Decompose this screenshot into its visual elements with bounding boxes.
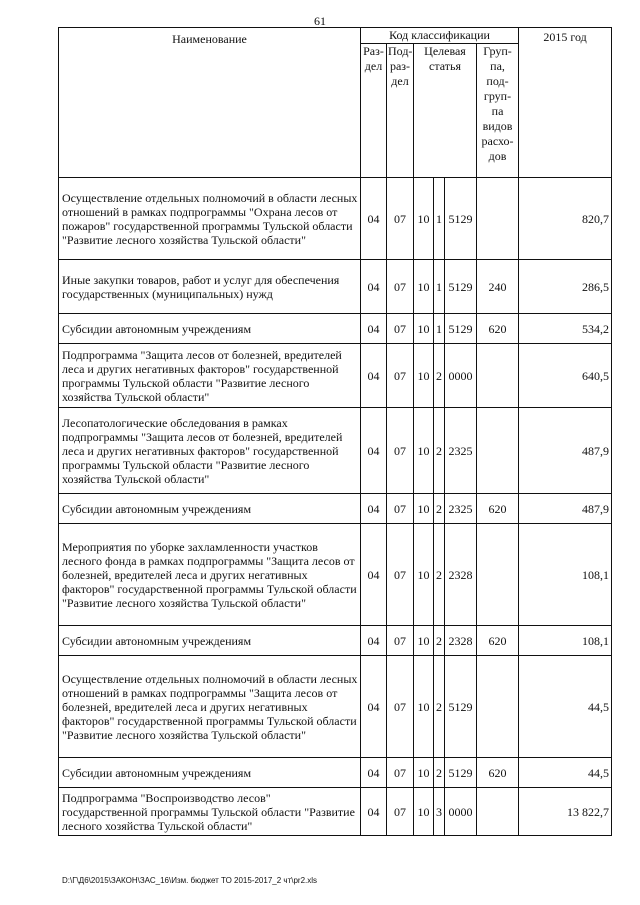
row-target-code: 5129 — [445, 314, 477, 344]
row-target-code: 0000 — [445, 344, 477, 408]
table-row — [59, 788, 612, 836]
row-expense-group — [477, 408, 519, 494]
row-target-program: 10 — [414, 494, 434, 524]
row-name: Иные закупки товаров, работ и услуг для обеспечения государственных (муниципальных) нужд — [59, 260, 361, 314]
row-subsection: 07 — [387, 178, 414, 260]
row-expense-group — [477, 178, 519, 260]
row-name: Осуществление отдельных полномочий в области лесных отношений в рамках подпрограммы "Защита лесов от болезней, вредителей леса и других негативных факторов" государственной программы Тульской области "Развитие лесного хозяйства Тульской области" — [59, 656, 361, 758]
row-section: 04 — [361, 788, 387, 836]
row-amount: 13 822,7 — [519, 788, 612, 836]
table-row — [59, 524, 612, 626]
header-section: Раз- дел — [361, 44, 387, 178]
row-subsection: 07 — [387, 788, 414, 836]
table-row — [59, 178, 612, 260]
header-classification: Код классификации — [361, 28, 519, 44]
page-number: 61 — [314, 14, 326, 28]
row-expense-group — [477, 788, 519, 836]
row-target-program: 10 — [414, 178, 434, 260]
row-target-code: 5129 — [445, 758, 477, 788]
header-expense-group: Груп- па, под- груп- па видов расхо- дов — [477, 44, 519, 178]
row-subsection: 07 — [387, 260, 414, 314]
row-expense-group: 620 — [477, 626, 519, 656]
row-target-subprogram: 1 — [434, 260, 445, 314]
row-target-subprogram: 2 — [434, 494, 445, 524]
row-target-program: 10 — [414, 314, 434, 344]
row-subsection: 07 — [387, 524, 414, 626]
row-name: Мероприятия по уборке захламленности участков лесного фонда в рамках подпрограммы "Защита лесов от болезней, вредителей леса и других негативных факторов" государственной программы Тульской области "Развитие лесного хозяйства Тульской области" — [59, 524, 361, 626]
file-path-footer: D:\Г\Д6\2015\ЗАКОН\ЗАС_16\Изм. бюджет ТО 2015-2017_2 чт\pr2.xls — [62, 876, 318, 885]
row-section: 04 — [361, 494, 387, 524]
table-row — [59, 344, 612, 408]
row-subsection: 07 — [387, 344, 414, 408]
row-section: 04 — [361, 524, 387, 626]
header-target-item: Целевая статья — [414, 44, 477, 178]
row-expense-group — [477, 656, 519, 758]
table-row — [59, 626, 612, 656]
row-target-subprogram: 3 — [434, 788, 445, 836]
row-amount: 640,5 — [519, 344, 612, 408]
row-name: Субсидии автономным учреждениям — [59, 314, 361, 344]
row-target-subprogram: 1 — [434, 178, 445, 260]
row-subsection: 07 — [387, 758, 414, 788]
row-amount: 487,9 — [519, 408, 612, 494]
row-amount: 44,5 — [519, 656, 612, 758]
row-target-code: 5129 — [445, 656, 477, 758]
row-section: 04 — [361, 656, 387, 758]
row-target-program: 10 — [414, 758, 434, 788]
row-section: 04 — [361, 178, 387, 260]
row-expense-group: 620 — [477, 314, 519, 344]
table-row — [59, 758, 612, 788]
row-amount: 286,5 — [519, 260, 612, 314]
row-subsection: 07 — [387, 656, 414, 758]
row-expense-group: 240 — [477, 260, 519, 314]
header-year: 2015 год — [519, 28, 612, 178]
row-target-subprogram: 2 — [434, 758, 445, 788]
row-expense-group: 620 — [477, 758, 519, 788]
row-section: 04 — [361, 758, 387, 788]
row-name: Подпрограмма "Воспроизводство лесов" государственной программы Тульской области "Развитие лесного хозяйства Тульской области" — [59, 788, 361, 836]
row-target-subprogram: 2 — [434, 408, 445, 494]
row-target-code: 5129 — [445, 178, 477, 260]
row-target-code: 2328 — [445, 626, 477, 656]
row-name: Субсидии автономным учреждениям — [59, 494, 361, 524]
row-name: Субсидии автономным учреждениям — [59, 626, 361, 656]
row-amount: 534,2 — [519, 314, 612, 344]
row-target-program: 10 — [414, 344, 434, 408]
row-target-program: 10 — [414, 626, 434, 656]
row-target-subprogram: 2 — [434, 344, 445, 408]
header-name: Наименование — [59, 28, 361, 178]
row-expense-group: 620 — [477, 494, 519, 524]
row-name: Субсидии автономным учреждениям — [59, 758, 361, 788]
row-target-program: 10 — [414, 788, 434, 836]
row-expense-group — [477, 524, 519, 626]
row-section: 04 — [361, 408, 387, 494]
row-target-subprogram: 2 — [434, 626, 445, 656]
table-row — [59, 314, 612, 344]
row-section: 04 — [361, 260, 387, 314]
row-subsection: 07 — [387, 408, 414, 494]
row-amount: 108,1 — [519, 626, 612, 656]
row-target-code: 5129 — [445, 260, 477, 314]
row-amount: 820,7 — [519, 178, 612, 260]
row-target-code: 0000 — [445, 788, 477, 836]
row-subsection: 07 — [387, 626, 414, 656]
row-subsection: 07 — [387, 494, 414, 524]
row-subsection: 07 — [387, 314, 414, 344]
table-row — [59, 408, 612, 494]
row-target-program: 10 — [414, 524, 434, 626]
row-name: Осуществление отдельных полномочий в области лесных отношений в рамках подпрограммы "Охрана лесов от пожаров" государственной программы Тульской области "Развитие лесного хозяйства Тульской области" — [59, 178, 361, 260]
row-amount: 108,1 — [519, 524, 612, 626]
row-target-subprogram: 2 — [434, 656, 445, 758]
row-target-code: 2325 — [445, 408, 477, 494]
row-target-program: 10 — [414, 656, 434, 758]
table-body — [59, 178, 612, 836]
row-amount: 487,9 — [519, 494, 612, 524]
table-row — [59, 260, 612, 314]
row-target-program: 10 — [414, 408, 434, 494]
header-subsection: Под- раз- дел — [387, 44, 414, 178]
row-section: 04 — [361, 314, 387, 344]
row-target-subprogram: 2 — [434, 524, 445, 626]
row-target-program: 10 — [414, 260, 434, 314]
row-target-code: 2328 — [445, 524, 477, 626]
row-section: 04 — [361, 626, 387, 656]
table-row — [59, 494, 612, 524]
row-name: Лесопатологические обследования в рамках подпрограммы "Защита лесов от болезней, вредителей леса и других негативных факторов" государственной программы Тульской области "Развитие лесного хозяйства Тульской области" — [59, 408, 361, 494]
budget-table — [58, 27, 612, 836]
row-section: 04 — [361, 344, 387, 408]
row-name: Подпрограмма "Защита лесов от болезней, вредителей леса и других негативных факторов" государственной программы Тульской области "Развитие лесного хозяйства Тульской области" — [59, 344, 361, 408]
row-target-subprogram: 1 — [434, 314, 445, 344]
row-expense-group — [477, 344, 519, 408]
table-row — [59, 656, 612, 758]
row-amount: 44,5 — [519, 758, 612, 788]
row-target-code: 2325 — [445, 494, 477, 524]
